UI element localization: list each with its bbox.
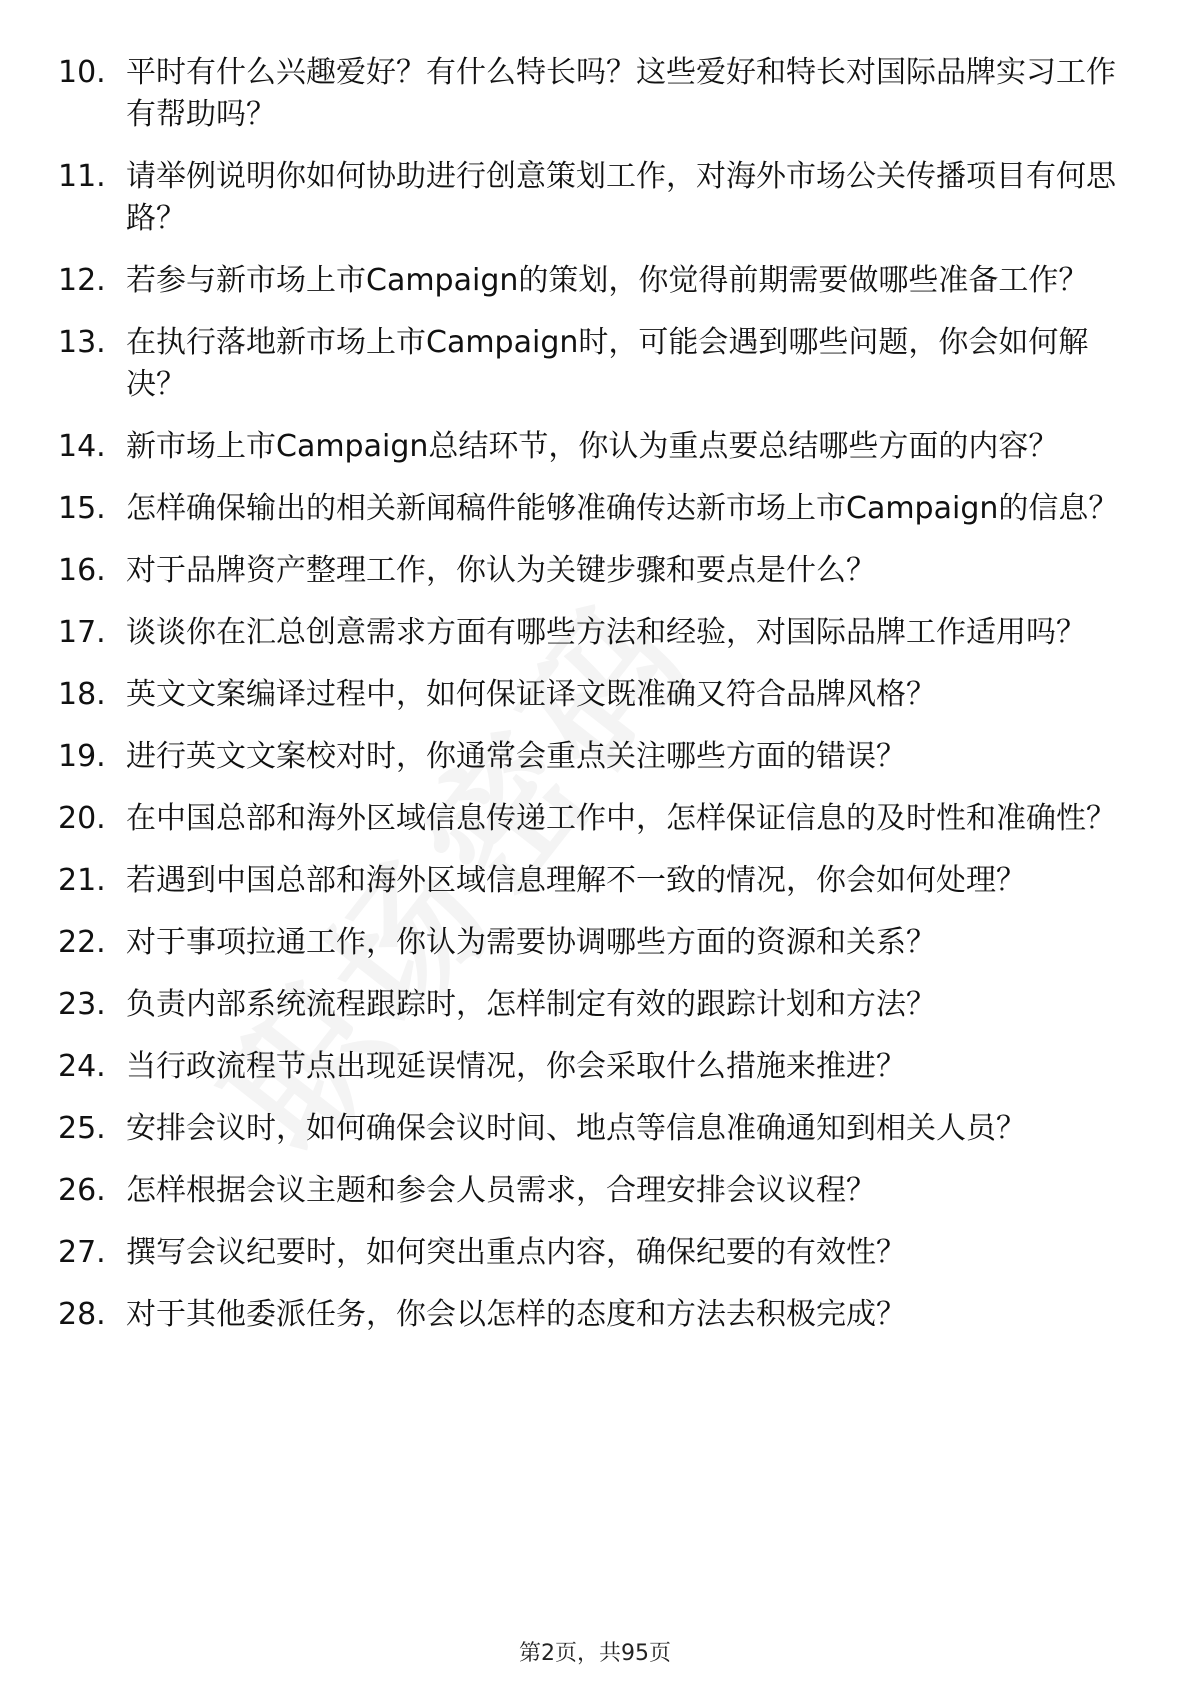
question-text: 当行政流程节点出现延误情况，你会采取什么措施来推进？ [126,1049,906,1084]
question-number: 14. [58,429,106,464]
question-number: 15. [58,491,106,526]
list-item [58,260,1138,302]
question-number: 16. [58,553,106,588]
list-item [58,156,1138,240]
question-text: 对于品牌资产整理工作，你认为关键步骤和要点是什么？ [126,553,876,588]
page-number-footer: 第2页，共95页 [519,1641,671,1666]
list-item [58,488,1138,530]
question-list [58,52,1138,1356]
question-number: 27. [58,1235,106,1270]
question-number: 25. [58,1111,106,1146]
list-item [58,736,1138,778]
question-text: 请举例说明你如何协助进行创意策划工作，对海外市场公关传播项目有何思路？ [126,159,1116,236]
list-item [58,1108,1138,1150]
list-item [58,1294,1138,1336]
question-text: 怎样确保输出的相关新闻稿件能够准确传达新市场上市Campaign的信息？ [126,491,1119,526]
list-item [58,550,1138,592]
list-item [58,1046,1138,1088]
question-number: 12. [58,263,106,298]
question-text: 谈谈你在汇总创意需求方面有哪些方法和经验，对国际品牌工作适用吗？ [126,615,1086,650]
question-text: 若遇到中国总部和海外区域信息理解不一致的情况，你会如何处理？ [126,863,1026,898]
question-text: 进行英文文案校对时，你通常会重点关注哪些方面的错误？ [126,739,906,774]
question-text: 撰写会议纪要时，如何突出重点内容，确保纪要的有效性？ [126,1235,906,1270]
question-number: 23. [58,987,106,1022]
question-text: 安排会议时，如何确保会议时间、地点等信息准确通知到相关人员？ [126,1111,1026,1146]
list-item [58,52,1138,136]
question-text: 在中国总部和海外区域信息传递工作中，怎样保证信息的及时性和准确性？ [126,801,1116,836]
question-text: 英文文案编译过程中，如何保证译文既准确又符合品牌风格？ [126,677,936,712]
question-number: 13. [58,325,106,360]
list-item [58,1232,1138,1274]
question-number: 10. [58,55,106,90]
question-number: 18. [58,677,106,712]
question-text: 平时有什么兴趣爱好？有什么特长吗？这些爱好和特长对国际品牌实习工作有帮助吗？ [126,55,1116,132]
list-item [58,674,1138,716]
list-item [58,1170,1138,1212]
question-text: 怎样根据会议主题和参会人员需求，合理安排会议议程？ [126,1173,876,1208]
list-item [58,860,1138,902]
question-number: 21. [58,863,106,898]
list-item [58,984,1138,1026]
question-number: 26. [58,1173,106,1208]
question-text: 在执行落地新市场上市Campaign时，可能会遇到哪些问题，你会如何解决？ [126,325,1089,402]
question-number: 19. [58,739,106,774]
question-number: 17. [58,615,106,650]
question-number: 11. [58,159,106,194]
question-text: 若参与新市场上市Campaign的策划，你觉得前期需要做哪些准备工作？ [126,263,1089,298]
question-text: 新市场上市Campaign总结环节，你认为重点要总结哪些方面的内容？ [126,429,1059,464]
question-number: 28. [58,1297,106,1332]
question-text: 负责内部系统流程跟踪时，怎样制定有效的跟踪计划和方法？ [126,987,936,1022]
list-item [58,426,1138,468]
question-text: 对于事项拉通工作，你认为需要协调哪些方面的资源和关系？ [126,925,936,960]
question-number: 20. [58,801,106,836]
list-item [58,798,1138,840]
question-number: 24. [58,1049,106,1084]
question-number: 22. [58,925,106,960]
question-text: 对于其他委派任务，你会以怎样的态度和方法去积极完成？ [126,1297,906,1332]
list-item [58,612,1138,654]
list-item [58,922,1138,964]
list-item [58,322,1138,406]
